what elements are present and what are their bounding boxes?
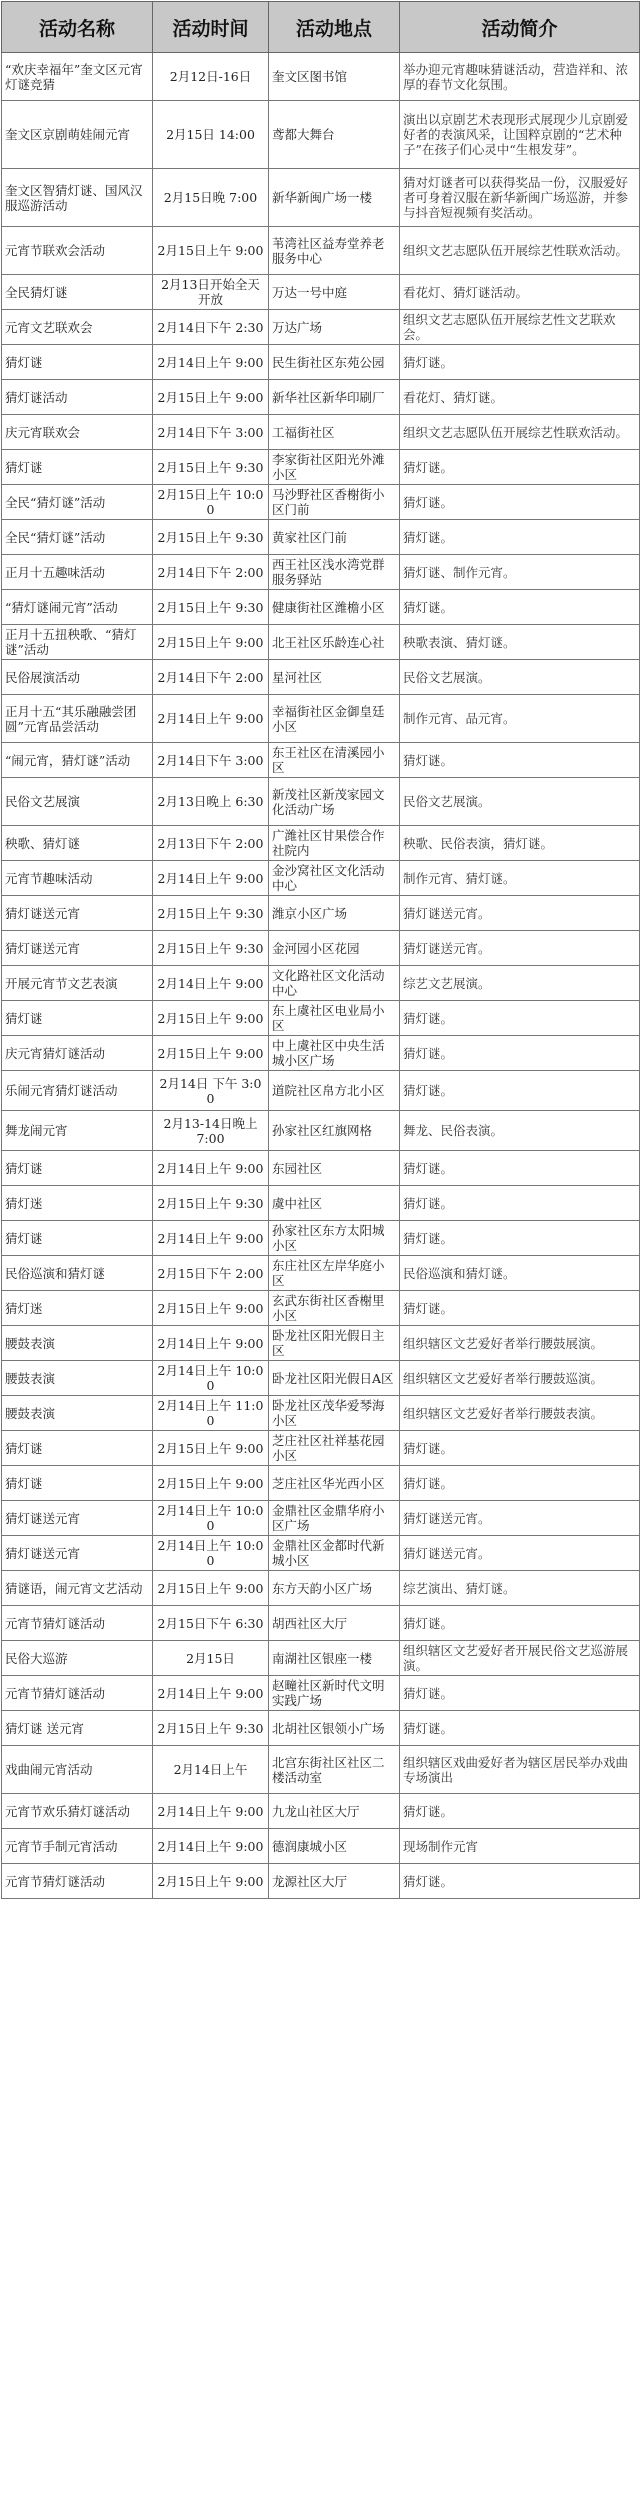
activity-name-cell: 猜灯谜送元宵 bbox=[2, 1536, 153, 1571]
activity-time-cell: 2月15日下午 6:30 bbox=[153, 1606, 269, 1641]
activity-name-cell: 元宵节猜灯谜活动 bbox=[2, 1864, 153, 1899]
activity-name-cell: 元宵节手制元宵活动 bbox=[2, 1829, 153, 1864]
activity-time-cell: 2月12日-16日 bbox=[153, 53, 269, 101]
activity-table bbox=[1, 1, 640, 1899]
activity-time-cell: 2月14日上午 9:00 bbox=[153, 1326, 269, 1361]
activity-time-cell: 2月13日开始全天开放 bbox=[153, 275, 269, 310]
activity-time-cell: 2月14日上午 9:00 bbox=[153, 345, 269, 380]
activity-name-cell: 舞龙闹元宵 bbox=[2, 1111, 153, 1151]
activity-time-cell: 2月13-14日晚上 7:00 bbox=[153, 1111, 269, 1151]
activity-time-cell: 2月15日上午 9:30 bbox=[153, 450, 269, 485]
table-row bbox=[2, 1641, 640, 1676]
activity-time-cell: 2月14日上午 9:00 bbox=[153, 1829, 269, 1864]
activity-desc-cell: 猜灯谜。 bbox=[400, 485, 640, 520]
activity-time-cell: 2月15日上午 9:30 bbox=[153, 1186, 269, 1221]
activity-name-cell: 戏曲闹元宵活动 bbox=[2, 1746, 153, 1794]
activity-name-cell: 奎文区智猜灯谜、国风汉服巡游活动 bbox=[2, 169, 153, 227]
activity-desc-cell: 综艺文艺展演。 bbox=[400, 966, 640, 1001]
activity-desc-cell: 组织辖区文艺爱好者举行腰鼓巡演。 bbox=[400, 1361, 640, 1396]
activity-place-cell: 龙源社区大厅 bbox=[269, 1864, 400, 1899]
activity-name-cell: 民俗展演活动 bbox=[2, 660, 153, 695]
activity-desc-cell: 组织文艺志愿队伍开展综艺性联欢活动。 bbox=[400, 415, 640, 450]
table-row bbox=[2, 625, 640, 660]
activity-desc-cell: 猜灯谜。 bbox=[400, 450, 640, 485]
table-row bbox=[2, 1291, 640, 1326]
activity-name-cell: 猜灯谜送元宵 bbox=[2, 931, 153, 966]
activity-desc-cell: 制作元宵、品元宵。 bbox=[400, 695, 640, 743]
activity-place-cell: 北宫东街社区社区二楼活动室 bbox=[269, 1746, 400, 1794]
activity-time-cell: 2月14日上午 9:00 bbox=[153, 1151, 269, 1186]
activity-desc-cell: 猜灯谜。 bbox=[400, 1794, 640, 1829]
activity-place-cell: 东园社区 bbox=[269, 1151, 400, 1186]
activity-name-cell: 庆元宵联欢会 bbox=[2, 415, 153, 450]
activity-place-cell: 健康街社区潍檐小区 bbox=[269, 590, 400, 625]
activity-place-cell: 黄家社区门前 bbox=[269, 520, 400, 555]
activity-place-cell: 万达广场 bbox=[269, 310, 400, 345]
activity-time-cell: 2月14日下午 2:00 bbox=[153, 555, 269, 590]
activity-place-cell: 金鼎社区金都时代新城小区 bbox=[269, 1536, 400, 1571]
activity-time-cell: 2月13日晚上 6:30 bbox=[153, 778, 269, 826]
activity-desc-cell: 制作元宵、猜灯谜。 bbox=[400, 861, 640, 896]
activity-name-cell: 猜灯谜 bbox=[2, 345, 153, 380]
table-row bbox=[2, 1571, 640, 1606]
activity-time-cell: 2月15日上午 9:00 bbox=[153, 1864, 269, 1899]
activity-time-cell: 2月15日上午 9:30 bbox=[153, 520, 269, 555]
table-row bbox=[2, 660, 640, 695]
activity-place-cell: 德润康城小区 bbox=[269, 1829, 400, 1864]
table-row bbox=[2, 1466, 640, 1501]
activity-time-cell: 2月14日上午 11:00 bbox=[153, 1396, 269, 1431]
table-row bbox=[2, 1326, 640, 1361]
activity-place-cell: 芝庄社区华光西小区 bbox=[269, 1466, 400, 1501]
activity-place-cell: 工福街社区 bbox=[269, 415, 400, 450]
activity-place-cell: 苇湾社区益寿堂养老服务中心 bbox=[269, 227, 400, 275]
table-row bbox=[2, 1501, 640, 1536]
activity-name-cell: 秧歌、猜灯谜 bbox=[2, 826, 153, 861]
activity-name-cell: “闹元宵，猜灯谜”活动 bbox=[2, 743, 153, 778]
activity-place-cell: 潍京小区广场 bbox=[269, 896, 400, 931]
activity-name-cell: 猜灯谜 bbox=[2, 1151, 153, 1186]
activity-place-cell: 孙家社区红旗网格 bbox=[269, 1111, 400, 1151]
activity-place-cell: 东上虞社区电业局小区 bbox=[269, 1001, 400, 1036]
table-row bbox=[2, 1036, 640, 1071]
activity-time-cell: 2月15日上午 10:00 bbox=[153, 485, 269, 520]
table-row bbox=[2, 1711, 640, 1746]
table-row bbox=[2, 1151, 640, 1186]
activity-name-cell: 猜灯谜 bbox=[2, 1431, 153, 1466]
table-row bbox=[2, 861, 640, 896]
table-row bbox=[2, 1256, 640, 1291]
table-row bbox=[2, 1111, 640, 1151]
table-row bbox=[2, 450, 640, 485]
activity-desc-cell: 组织辖区戏曲爱好者为辖区居民举办戏曲专场演出 bbox=[400, 1746, 640, 1794]
table-row bbox=[2, 778, 640, 826]
activity-place-cell: 新华新闽广场一楼 bbox=[269, 169, 400, 227]
activity-time-cell: 2月14日下午 3:00 bbox=[153, 743, 269, 778]
activity-desc-cell: 组织文艺志愿队伍开展综艺性文艺联欢会。 bbox=[400, 310, 640, 345]
table-row bbox=[2, 931, 640, 966]
activity-name-cell: 元宵文艺联欢会 bbox=[2, 310, 153, 345]
activity-place-cell: 道院社区帛方北小区 bbox=[269, 1071, 400, 1111]
activity-time-cell: 2月15日 14:00 bbox=[153, 101, 269, 169]
activity-desc-cell: 猜灯谜。 bbox=[400, 1676, 640, 1711]
activity-desc-cell: 猜灯谜。 bbox=[400, 345, 640, 380]
activity-desc-cell: 秧歌表演、猜灯谜。 bbox=[400, 625, 640, 660]
activity-time-cell: 2月14日上午 9:00 bbox=[153, 1676, 269, 1711]
activity-place-cell: 广潍社区甘果偿合作社院内 bbox=[269, 826, 400, 861]
activity-time-cell: 2月15日下午 2:00 bbox=[153, 1256, 269, 1291]
activity-time-cell: 2月14日上午 10:00 bbox=[153, 1361, 269, 1396]
activity-name-cell: 元宵节趣味活动 bbox=[2, 861, 153, 896]
activity-place-cell: 芝庄社区社祥基花园小区 bbox=[269, 1431, 400, 1466]
activity-time-cell: 2月15日上午 9:30 bbox=[153, 931, 269, 966]
activity-name-cell: 全民猜灯谜 bbox=[2, 275, 153, 310]
activity-desc-cell: 猜灯谜。 bbox=[400, 590, 640, 625]
activity-place-cell: 北王社区乐龄连心社 bbox=[269, 625, 400, 660]
activity-desc-cell: 组织辖区文艺爱好者举行腰鼓展演。 bbox=[400, 1326, 640, 1361]
activity-name-cell: 猜灯迷 bbox=[2, 1186, 153, 1221]
activity-desc-cell: 举办迎元宵趣味猜谜活动，营造祥和、浓厚的春节文化氛围。 bbox=[400, 53, 640, 101]
table-row bbox=[2, 590, 640, 625]
table-row bbox=[2, 1071, 640, 1111]
activity-desc-cell: 民俗巡演和猜灯谜。 bbox=[400, 1256, 640, 1291]
activity-name-cell: 猜灯谜送元宵 bbox=[2, 1501, 153, 1536]
activity-name-cell: 腰鼓表演 bbox=[2, 1326, 153, 1361]
activity-time-cell: 2月15日上午 9:00 bbox=[153, 1291, 269, 1326]
activity-name-cell: 猜灯谜活动 bbox=[2, 380, 153, 415]
activity-time-cell: 2月15日上午 9:00 bbox=[153, 1001, 269, 1036]
table-row bbox=[2, 1676, 640, 1711]
activity-place-cell: 鸢都大舞台 bbox=[269, 101, 400, 169]
activity-desc-cell: 猜灯谜。 bbox=[400, 520, 640, 555]
activity-desc-cell: 猜灯谜。 bbox=[400, 1036, 640, 1071]
table-row bbox=[2, 1001, 640, 1036]
activity-name-cell: 猜灯谜送元宵 bbox=[2, 896, 153, 931]
activity-time-cell: 2月14日上午 9:00 bbox=[153, 695, 269, 743]
activity-name-cell: 猜谜语，闹元宵文艺活动 bbox=[2, 1571, 153, 1606]
activity-name-cell: 开展元宵节文艺表演 bbox=[2, 966, 153, 1001]
table-row bbox=[2, 310, 640, 345]
activity-place-cell: 赵疃社区新时代文明实践广场 bbox=[269, 1676, 400, 1711]
activity-desc-cell: 猜灯谜。 bbox=[400, 1466, 640, 1501]
table-row bbox=[2, 227, 640, 275]
activity-desc-cell: 猜灯谜。 bbox=[400, 743, 640, 778]
activity-name-cell: 乐闹元宵猜灯谜活动 bbox=[2, 1071, 153, 1111]
activity-place-cell: 新茂社区新茂家园文化活动广场 bbox=[269, 778, 400, 826]
activity-desc-cell: 猜灯谜。 bbox=[400, 1291, 640, 1326]
activity-time-cell: 2月14日上午 9:00 bbox=[153, 966, 269, 1001]
activity-time-cell: 2月15日上午 9:00 bbox=[153, 227, 269, 275]
activity-time-cell: 2月14日 下午 3:00 bbox=[153, 1071, 269, 1111]
table-row bbox=[2, 1186, 640, 1221]
activity-time-cell: 2月14日下午 3:00 bbox=[153, 415, 269, 450]
activity-time-cell: 2月15日上午 9:00 bbox=[153, 380, 269, 415]
activity-place-cell: 幸福街社区金御皇廷小区 bbox=[269, 695, 400, 743]
activity-name-cell: 元宵节猜灯谜活动 bbox=[2, 1676, 153, 1711]
activity-place-cell: 玄武东街社区香榭里小区 bbox=[269, 1291, 400, 1326]
activity-name-cell: 全民“猜灯谜”活动 bbox=[2, 520, 153, 555]
activity-desc-cell: 现场制作元宵 bbox=[400, 1829, 640, 1864]
header-name: 活动名称 bbox=[2, 2, 153, 53]
table-row bbox=[2, 485, 640, 520]
activity-desc-cell: 民俗文艺展演。 bbox=[400, 660, 640, 695]
activity-name-cell: 猜灯谜 bbox=[2, 1221, 153, 1256]
activity-desc-cell: 组织文艺志愿队伍开展综艺性联欢活动。 bbox=[400, 227, 640, 275]
table-row bbox=[2, 169, 640, 227]
activity-place-cell: 新华社区新华印刷厂 bbox=[269, 380, 400, 415]
activity-desc-cell: 猜灯谜送元宵。 bbox=[400, 896, 640, 931]
activity-place-cell: 东庄社区左岸华庭小区 bbox=[269, 1256, 400, 1291]
table-row bbox=[2, 743, 640, 778]
table-row bbox=[2, 1221, 640, 1256]
table-row bbox=[2, 1396, 640, 1431]
activity-name-cell: “猜灯谜闹元宵”活动 bbox=[2, 590, 153, 625]
activity-desc-cell: 猜灯谜。 bbox=[400, 1001, 640, 1036]
activity-place-cell: 胡西社区大厅 bbox=[269, 1606, 400, 1641]
table-row bbox=[2, 1829, 640, 1864]
activity-desc-cell: 猜灯谜送元宵。 bbox=[400, 1501, 640, 1536]
activity-name-cell: 猜灯谜 bbox=[2, 1466, 153, 1501]
table-row bbox=[2, 53, 640, 101]
activity-desc-cell: 民俗文艺展演。 bbox=[400, 778, 640, 826]
activity-name-cell: 民俗大巡游 bbox=[2, 1641, 153, 1676]
activity-desc-cell: 猜灯谜送元宵。 bbox=[400, 1536, 640, 1571]
activity-desc-cell: 舞龙、民俗表演。 bbox=[400, 1111, 640, 1151]
activity-name-cell: 元宵节猜灯谜活动 bbox=[2, 1606, 153, 1641]
table-row bbox=[2, 896, 640, 931]
activity-desc-cell: 看花灯、猜灯谜活动。 bbox=[400, 275, 640, 310]
activity-place-cell: 李家街社区阳光外滩小区 bbox=[269, 450, 400, 485]
table-row bbox=[2, 345, 640, 380]
table-row bbox=[2, 695, 640, 743]
activity-name-cell: 元宵节欢乐猜灯谜活动 bbox=[2, 1794, 153, 1829]
activity-name-cell: 猜灯迷 bbox=[2, 1291, 153, 1326]
table-row bbox=[2, 1746, 640, 1794]
header-time: 活动时间 bbox=[153, 2, 269, 53]
activity-name-cell: “欢庆幸福年”奎文区元宵灯谜竞猜 bbox=[2, 53, 153, 101]
activity-name-cell: 奎文区京剧萌娃闹元宵 bbox=[2, 101, 153, 169]
table-row bbox=[2, 966, 640, 1001]
activity-desc-cell: 秧歌、民俗表演，猜灯谜。 bbox=[400, 826, 640, 861]
activity-desc-cell: 猜灯谜。 bbox=[400, 1711, 640, 1746]
activity-time-cell: 2月15日上午 9:30 bbox=[153, 896, 269, 931]
activity-name-cell: 猜灯谜 送元宵 bbox=[2, 1711, 153, 1746]
activity-place-cell: 卧龙社区茂华爱琴海小区 bbox=[269, 1396, 400, 1431]
activity-desc-cell: 猜灯谜。 bbox=[400, 1151, 640, 1186]
table-row bbox=[2, 1536, 640, 1571]
table-row bbox=[2, 520, 640, 555]
activity-name-cell: 正月十五“其乐融融尝团圆”元宵品尝活动 bbox=[2, 695, 153, 743]
activity-time-cell: 2月15日上午 9:30 bbox=[153, 590, 269, 625]
activity-place-cell: 马沙野社区香榭街小区门前 bbox=[269, 485, 400, 520]
activity-desc-cell: 看花灯、猜灯谜。 bbox=[400, 380, 640, 415]
activity-time-cell: 2月13日下午 2:00 bbox=[153, 826, 269, 861]
activity-desc-cell: 综艺演出、猜灯谜。 bbox=[400, 1571, 640, 1606]
activity-name-cell: 民俗文艺展演 bbox=[2, 778, 153, 826]
activity-time-cell: 2月14日下午 2:00 bbox=[153, 660, 269, 695]
activity-time-cell: 2月14日上午 9:00 bbox=[153, 1794, 269, 1829]
activity-desc-cell: 猜灯谜、制作元宵。 bbox=[400, 555, 640, 590]
activity-time-cell: 2月15日上午 9:00 bbox=[153, 625, 269, 660]
activity-place-cell: 金沙窝社区文化活动中心 bbox=[269, 861, 400, 896]
activity-place-cell: 虞中社区 bbox=[269, 1186, 400, 1221]
activity-desc-cell: 猜灯谜。 bbox=[400, 1431, 640, 1466]
activity-name-cell: 腰鼓表演 bbox=[2, 1396, 153, 1431]
activity-place-cell: 孙家社区东方太阳城小区 bbox=[269, 1221, 400, 1256]
activity-time-cell: 2月14日上午 9:00 bbox=[153, 861, 269, 896]
activity-place-cell: 卧龙社区阳光假日主区 bbox=[269, 1326, 400, 1361]
activity-time-cell: 2月15日晚 7:00 bbox=[153, 169, 269, 227]
activity-name-cell: 腰鼓表演 bbox=[2, 1361, 153, 1396]
activity-place-cell: 南湖社区银座一楼 bbox=[269, 1641, 400, 1676]
activity-place-cell: 东方天韵小区广场 bbox=[269, 1571, 400, 1606]
activity-desc-cell: 组织辖区文艺爱好者开展民俗文艺巡游展演。 bbox=[400, 1641, 640, 1676]
activity-name-cell: 正月十五扭秧歌、“猜灯谜”活动 bbox=[2, 625, 153, 660]
activity-place-cell: 星河社区 bbox=[269, 660, 400, 695]
table-row bbox=[2, 1606, 640, 1641]
activity-place-cell: 北胡社区银领小广场 bbox=[269, 1711, 400, 1746]
activity-desc-cell: 演出以京剧艺术表现形式展现少儿京剧爱好者的表演风采，让国粹京剧的“艺术种子”在孩子们心灵中“生根发芽”。 bbox=[400, 101, 640, 169]
activity-place-cell: 民生街社区东苑公园 bbox=[269, 345, 400, 380]
activity-desc-cell: 猜灯谜。 bbox=[400, 1221, 640, 1256]
activity-name-cell: 庆元宵猜灯谜活动 bbox=[2, 1036, 153, 1071]
table-header bbox=[2, 2, 640, 53]
table-row bbox=[2, 1794, 640, 1829]
table-body bbox=[2, 53, 640, 1899]
activity-time-cell: 2月15日上午 9:30 bbox=[153, 1711, 269, 1746]
activity-place-cell: 奎文区图书馆 bbox=[269, 53, 400, 101]
table-row bbox=[2, 555, 640, 590]
activity-time-cell: 2月14日下午 2:30 bbox=[153, 310, 269, 345]
activity-name-cell: 元宵节联欢会活动 bbox=[2, 227, 153, 275]
table-row bbox=[2, 1361, 640, 1396]
activity-name-cell: 全民“猜灯谜”活动 bbox=[2, 485, 153, 520]
activity-place-cell: 卧龙社区阳光假日A区 bbox=[269, 1361, 400, 1396]
activity-time-cell: 2月14日上午 bbox=[153, 1746, 269, 1794]
activity-time-cell: 2月15日 bbox=[153, 1641, 269, 1676]
activity-place-cell: 文化路社区文化活动中心 bbox=[269, 966, 400, 1001]
table-row bbox=[2, 1864, 640, 1899]
activity-name-cell: 正月十五趣味活动 bbox=[2, 555, 153, 590]
header-desc: 活动简介 bbox=[400, 2, 640, 53]
activity-desc-cell: 猜灯谜。 bbox=[400, 1606, 640, 1641]
table-row bbox=[2, 275, 640, 310]
activity-desc-cell: 猜灯谜。 bbox=[400, 1864, 640, 1899]
table-row bbox=[2, 101, 640, 169]
activity-time-cell: 2月15日上午 9:00 bbox=[153, 1036, 269, 1071]
activity-desc-cell: 组织辖区文艺爱好者举行腰鼓表演。 bbox=[400, 1396, 640, 1431]
table-row bbox=[2, 415, 640, 450]
activity-time-cell: 2月15日上午 9:00 bbox=[153, 1466, 269, 1501]
activity-name-cell: 猜灯谜 bbox=[2, 450, 153, 485]
activity-place-cell: 西王社区浅水湾党群服务驿站 bbox=[269, 555, 400, 590]
table-row bbox=[2, 380, 640, 415]
activity-place-cell: 金鼎社区金鼎华府小区广场 bbox=[269, 1501, 400, 1536]
activity-place-cell: 金河园小区花园 bbox=[269, 931, 400, 966]
header-place: 活动地点 bbox=[269, 2, 400, 53]
activity-desc-cell: 猜对灯谜者可以获得奖品一份，汉服爱好者可身着汉服在新华新闽广场巡游，并参与抖音短视频有奖活动。 bbox=[400, 169, 640, 227]
activity-time-cell: 2月15日上午 9:00 bbox=[153, 1431, 269, 1466]
activity-time-cell: 2月14日上午 10:00 bbox=[153, 1536, 269, 1571]
activity-name-cell: 猜灯谜 bbox=[2, 1001, 153, 1036]
activity-desc-cell: 猜灯谜。 bbox=[400, 1186, 640, 1221]
activity-place-cell: 九龙山社区大厅 bbox=[269, 1794, 400, 1829]
activity-name-cell: 民俗巡演和猜灯谜 bbox=[2, 1256, 153, 1291]
activity-place-cell: 东王社区在清溪园小区 bbox=[269, 743, 400, 778]
table-row bbox=[2, 1431, 640, 1466]
activity-desc-cell: 猜灯谜送元宵。 bbox=[400, 931, 640, 966]
activity-time-cell: 2月15日上午 9:00 bbox=[153, 1571, 269, 1606]
activity-place-cell: 万达一号中庭 bbox=[269, 275, 400, 310]
activity-desc-cell: 猜灯谜。 bbox=[400, 1071, 640, 1111]
activity-time-cell: 2月14日上午 9:00 bbox=[153, 1221, 269, 1256]
table-row bbox=[2, 826, 640, 861]
activity-place-cell: 中上虞社区中央生活城小区广场 bbox=[269, 1036, 400, 1071]
activity-time-cell: 2月14日上午 10:00 bbox=[153, 1501, 269, 1536]
